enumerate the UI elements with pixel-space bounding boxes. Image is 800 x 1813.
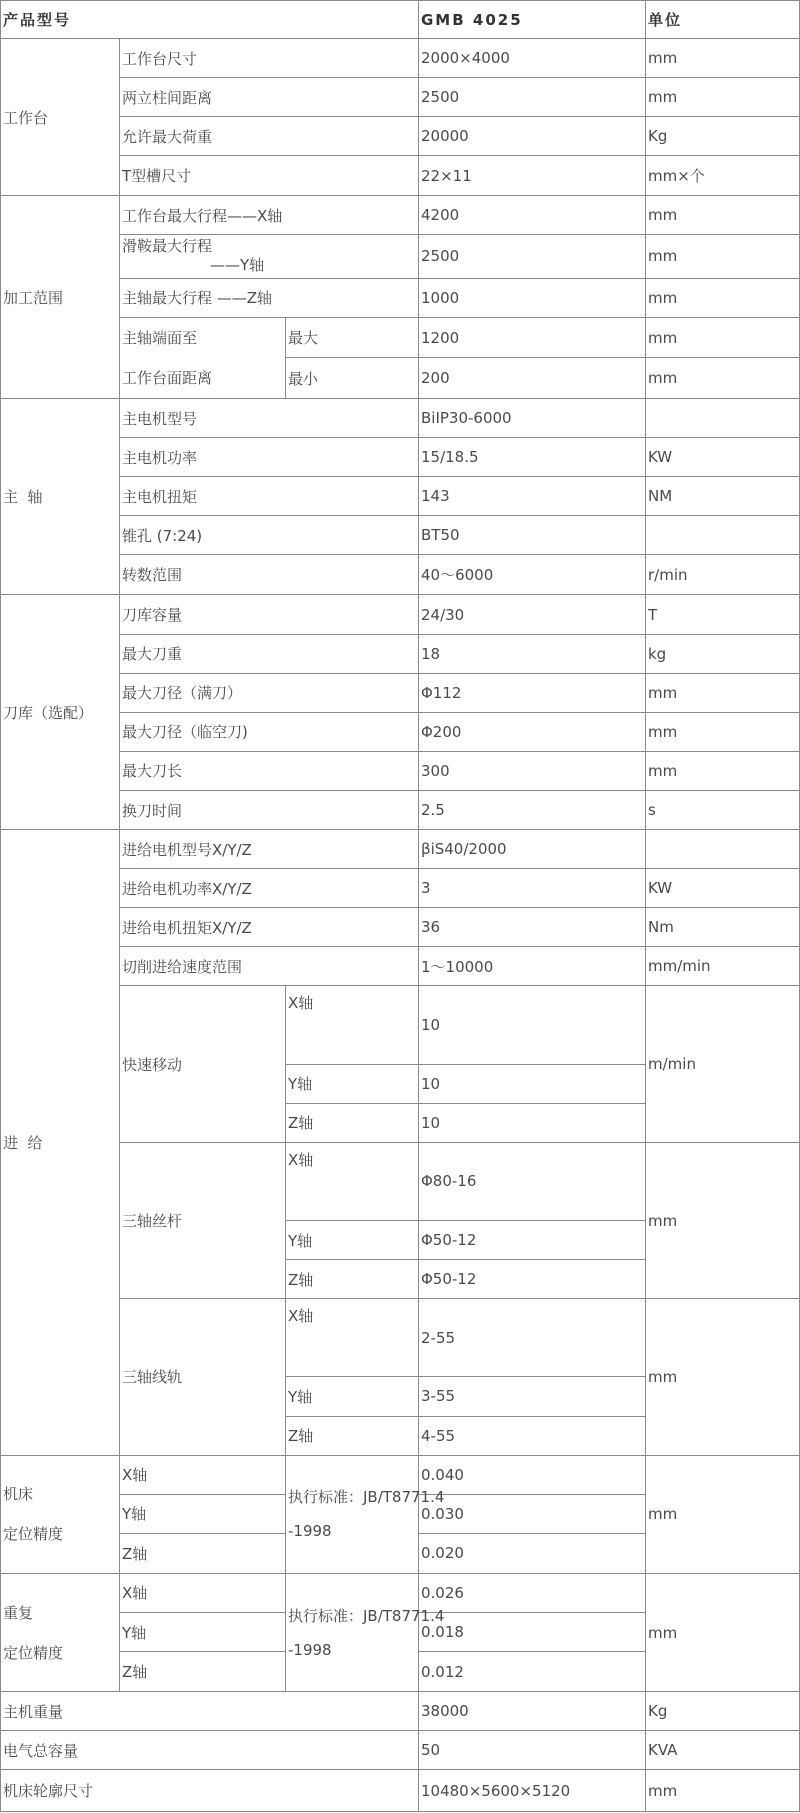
spec-item: 工作台最大行程——X轴 xyxy=(120,196,419,234)
spec-unit: mm xyxy=(646,1142,800,1298)
spec-item-line2: ——Y轴 xyxy=(210,256,265,275)
axis-label: Z轴 xyxy=(120,1533,286,1573)
axis-label: X轴 xyxy=(120,1455,286,1494)
spec-value: Φ50-12 xyxy=(419,1221,646,1260)
spec-value: 38000 xyxy=(419,1692,646,1731)
spec-item: 主电机功率 xyxy=(120,438,419,477)
axis-label: Y轴 xyxy=(286,1064,419,1103)
spec-unit: kg xyxy=(646,634,800,673)
axis-label: Y轴 xyxy=(286,1221,419,1260)
spec-item: 最大刀径（满刀） xyxy=(120,673,419,712)
axis-label: Y轴 xyxy=(120,1612,286,1651)
spec-unit: mm xyxy=(646,1299,800,1455)
table-row xyxy=(1,477,800,516)
spec-unit xyxy=(646,516,800,555)
spec-item: 最大刀长 xyxy=(120,751,419,790)
positioning-label-line2: 定位精度 xyxy=(3,1525,64,1544)
spec-unit: mm xyxy=(646,1573,800,1691)
category-spindle: 主 轴 xyxy=(1,399,120,595)
axis-label: X轴 xyxy=(120,1573,286,1612)
spec-value: 15/18.5 xyxy=(419,438,646,477)
table-row xyxy=(1,278,800,317)
spec-item: 进给电机扭矩X/Y/Z xyxy=(120,908,419,947)
spec-unit: m/min xyxy=(646,986,800,1142)
spec-item: 两立柱间距离 xyxy=(120,78,419,117)
axis-label: Y轴 xyxy=(286,1377,419,1416)
spec-value: 4200 xyxy=(419,196,646,234)
table-row xyxy=(1,1731,800,1770)
spec-value: 3-55 xyxy=(419,1377,646,1416)
spec-value: 2-55 xyxy=(419,1299,646,1377)
spec-unit: mm xyxy=(646,196,800,234)
spec-value: 50 xyxy=(419,1731,646,1770)
spec-value: 40～6000 xyxy=(419,555,646,595)
spec-item: 最大刀径（临空刀) xyxy=(120,712,419,751)
table-row xyxy=(1,39,800,78)
spec-item: 锥孔 (7:24) xyxy=(120,516,419,555)
spec-value: 0.018 xyxy=(419,1612,646,1651)
spec-value: 10 xyxy=(419,1103,646,1142)
spec-item: 电气总容量 xyxy=(1,1731,419,1770)
table-row xyxy=(1,673,800,712)
spec-item: 最大刀重 xyxy=(120,634,419,673)
unit-header: 单位 xyxy=(646,1,800,39)
axis-label: Z轴 xyxy=(286,1103,419,1142)
spec-unit: mm/min xyxy=(646,947,800,986)
table-row xyxy=(1,1573,800,1612)
table-row xyxy=(1,1299,800,1377)
axis-label: X轴 xyxy=(286,1142,419,1220)
spec-value: 0.040 xyxy=(419,1455,646,1494)
table-row xyxy=(1,399,800,438)
table-row xyxy=(1,634,800,673)
spec-unit: NM xyxy=(646,477,800,516)
spec-value: 1200 xyxy=(419,317,646,358)
spec-unit xyxy=(646,399,800,438)
spec-value: Φ80-16 xyxy=(419,1142,646,1220)
spec-unit: mm xyxy=(646,278,800,317)
table-row xyxy=(1,1455,800,1494)
table-row xyxy=(1,1692,800,1731)
spec-value: 2000×4000 xyxy=(419,39,646,78)
spec-unit: r/min xyxy=(646,555,800,595)
spec-unit: s xyxy=(646,790,800,829)
spec-unit: mm xyxy=(646,751,800,790)
spec-value: 20000 xyxy=(419,117,646,156)
distance-min-label: 最小 xyxy=(286,358,419,399)
spec-unit: mm xyxy=(646,358,800,399)
header-row xyxy=(1,1,800,39)
table-row xyxy=(1,1142,800,1220)
spec-value: BT50 xyxy=(419,516,646,555)
spec-unit: Kg xyxy=(646,1692,800,1731)
axis-label: Z轴 xyxy=(286,1416,419,1455)
table-row xyxy=(1,751,800,790)
spec-unit: Kg xyxy=(646,117,800,156)
repeat-label xyxy=(1,1573,120,1691)
spec-value: 10480×5600×5120 xyxy=(419,1770,646,1812)
table-row xyxy=(1,790,800,829)
spec-item: 机床轮廓尺寸 xyxy=(1,1770,419,1812)
spec-value: 143 xyxy=(419,477,646,516)
spec-value: 200 xyxy=(419,358,646,399)
spec-value: 1000 xyxy=(419,278,646,317)
spec-value: Φ112 xyxy=(419,673,646,712)
table-row xyxy=(1,516,800,555)
table-row xyxy=(1,947,800,986)
spec-item-line1: 滑鞍最大行程 xyxy=(122,237,213,256)
spec-unit: mm xyxy=(646,78,800,117)
standard-line2: -1998 xyxy=(288,1522,332,1541)
spec-item: 切削进给速度范围 xyxy=(120,947,419,986)
spec-item xyxy=(120,234,419,278)
spec-item: 换刀时间 xyxy=(120,790,419,829)
model-value: GMB 4025 xyxy=(419,1,646,39)
spec-item: 主机重量 xyxy=(1,1692,419,1731)
table-row xyxy=(1,78,800,117)
distance-max-label: 最大 xyxy=(286,317,419,358)
table-row xyxy=(1,196,800,234)
table-row xyxy=(1,117,800,156)
spec-value: 24/30 xyxy=(419,595,646,634)
spec-item: T型槽尺寸 xyxy=(120,156,419,196)
spec-unit: mm xyxy=(646,317,800,358)
spec-item: 转数范围 xyxy=(120,555,419,595)
spec-unit: KW xyxy=(646,438,800,477)
spec-unit: mm xyxy=(646,1455,800,1573)
table-row xyxy=(1,1770,800,1812)
spec-value: Φ200 xyxy=(419,712,646,751)
spec-value: 3 xyxy=(419,869,646,908)
table-row xyxy=(1,234,800,278)
spec-item: 主轴最大行程 ——Z轴 xyxy=(120,278,419,317)
spec-value: 0.030 xyxy=(419,1494,646,1533)
spec-item: 允许最大荷重 xyxy=(120,117,419,156)
category-worktable: 工作台 xyxy=(1,39,120,196)
spec-unit: Nm xyxy=(646,908,800,947)
spec-item: 进给电机功率X/Y/Z xyxy=(120,869,419,908)
table-row xyxy=(1,156,800,196)
spec-item: 刀库容量 xyxy=(120,595,419,634)
spec-item: 进给电机型号X/Y/Z xyxy=(120,830,419,869)
spec-unit: KW xyxy=(646,869,800,908)
spec-value: 10 xyxy=(419,1064,646,1103)
axis-label: Y轴 xyxy=(120,1494,286,1533)
rapid-label: 快速移动 xyxy=(120,986,286,1142)
table-row xyxy=(1,712,800,751)
spec-unit: mm xyxy=(646,1770,800,1812)
table-row xyxy=(1,595,800,634)
table-row xyxy=(1,986,800,1064)
distance-label xyxy=(120,317,286,398)
spec-value: 2500 xyxy=(419,234,646,278)
distance-label-line1: 主轴端面至 xyxy=(122,328,198,347)
screw-label: 三轴丝杆 xyxy=(120,1142,286,1298)
spec-value: 18 xyxy=(419,634,646,673)
axis-label: Z轴 xyxy=(286,1260,419,1299)
standard-line1: 执行标准：JB/T8771.4 xyxy=(288,1606,445,1625)
table-row xyxy=(1,908,800,947)
standard-line2: -1998 xyxy=(288,1640,332,1659)
spec-value: 0.020 xyxy=(419,1533,646,1573)
spec-value: 10 xyxy=(419,986,646,1064)
category-range: 加工范围 xyxy=(1,196,120,399)
spec-value: 2500 xyxy=(419,78,646,117)
spec-value: 1～10000 xyxy=(419,947,646,986)
spec-unit: mm xyxy=(646,39,800,78)
distance-label-line2: 工作台面距离 xyxy=(122,368,213,387)
spec-value: 36 xyxy=(419,908,646,947)
spec-item: 主电机型号 xyxy=(120,399,419,438)
repeat-label-line2: 定位精度 xyxy=(3,1643,64,1662)
positioning-label xyxy=(1,1455,120,1573)
category-magazine: 刀库（选配） xyxy=(1,595,120,830)
spec-value: Φ50-12 xyxy=(419,1260,646,1299)
spec-unit: mm xyxy=(646,234,800,278)
table-row xyxy=(1,869,800,908)
spec-unit xyxy=(646,830,800,869)
spec-value: 4-55 xyxy=(419,1416,646,1455)
axis-label: X轴 xyxy=(286,1299,419,1377)
spec-value: 2.5 xyxy=(419,790,646,829)
spec-value: 0.012 xyxy=(419,1652,646,1692)
spec-value: 300 xyxy=(419,751,646,790)
spec-value: 22×11 xyxy=(419,156,646,196)
spec-item: 工作台尺寸 xyxy=(120,39,419,78)
spec-unit: mm×个 xyxy=(646,156,800,196)
standard-line1: 执行标准：JB/T8771.4 xyxy=(288,1488,445,1507)
spec-unit: mm xyxy=(646,712,800,751)
spec-unit: T xyxy=(646,595,800,634)
axis-label: X轴 xyxy=(286,986,419,1064)
table-row xyxy=(1,317,800,358)
spec-value: 0.026 xyxy=(419,1573,646,1612)
spec-unit: mm xyxy=(646,673,800,712)
spec-value: βiS40/2000 xyxy=(419,830,646,869)
rail-label: 三轴线轨 xyxy=(120,1299,286,1455)
category-feed: 进 给 xyxy=(1,830,120,1456)
repeat-label-line1: 重复 xyxy=(3,1603,34,1622)
spec-item: 主电机扭矩 xyxy=(120,477,419,516)
spec-unit: KVA xyxy=(646,1731,800,1770)
product-model-label: 产品型号 xyxy=(1,1,419,39)
axis-label: Z轴 xyxy=(120,1652,286,1692)
table-row xyxy=(1,830,800,869)
positioning-label-line1: 机床 xyxy=(3,1485,34,1504)
table-row xyxy=(1,438,800,477)
table-row xyxy=(1,555,800,595)
spec-value: BiIP30-6000 xyxy=(419,399,646,438)
